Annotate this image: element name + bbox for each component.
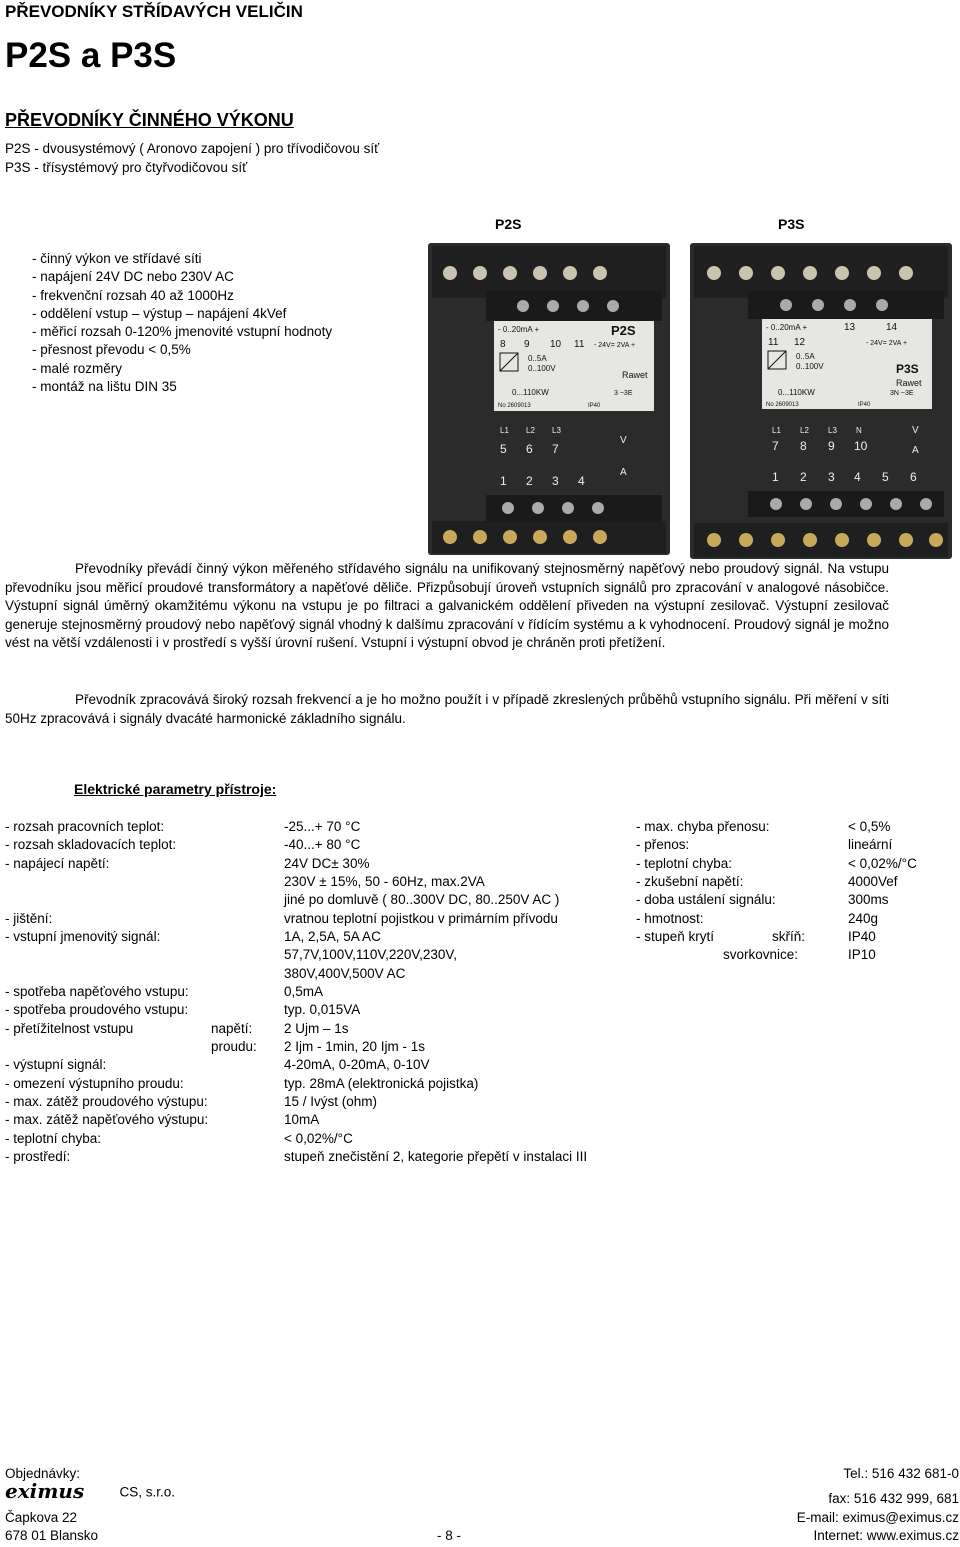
param-label: - vstupní jmenovitý signál: — [5, 929, 161, 944]
p2s-term: 10 — [550, 339, 562, 350]
description-paragraph: Převodníky převádí činný výkon měřeného střídavého signálu na unifikovaný stejnosměrný napěťový nebo proudový signál. Na vstupu převodníku jsou měřicí proudové transformátory a napěťové děliče. Přizpůsobují úroveň vstupních signálů pro zpracování v analogové násobičce. Výstupní signál úměrný okamžitému výkonu na vstupu je po filtraci a galvanickém oddělení přiveden na výstupní zesilovač. Výstupní zesilovač generuje stejnosměrný proudový nebo napěťový signál vhodný k dalšímu zpracování v řídícím systému a k vyhodnocení. Proudový signál je možno vést na větší vzdálenosti i v prostředí s vyšší úrovní rušení. Vstupní i výstupní obvod je chráněn proti přetížení. — [5, 561, 889, 650]
param-label: - rozsah skladovacích teplot: — [5, 837, 177, 852]
param-label: - spotřeba napěťového vstupu: — [5, 984, 189, 999]
intro-line: P3S - třísystémový pro čtyřvodičovou síť — [5, 160, 248, 175]
param-row — [0, 929, 960, 947]
p3s-supply: - 24V= 2VA + — [866, 340, 908, 347]
svg-text:eximus: eximus — [5, 1482, 85, 1502]
contact-email[interactable]: E-mail: eximus@eximus.cz — [796, 1510, 959, 1525]
p3s-term: 8 — [800, 439, 807, 453]
param-row — [0, 856, 960, 874]
p2s-device-image — [428, 243, 670, 555]
param-value: typ. 28mA (elektronická pojistka) — [284, 1076, 479, 1091]
feature-item: - malé rozměry — [32, 360, 123, 376]
param-value: typ. 0,015VA — [284, 1002, 361, 1017]
param-row — [0, 837, 960, 855]
p3s-term: 6 — [910, 470, 917, 484]
param-label: - teplotní chyba: — [636, 856, 733, 871]
p3s-range-in: - 0..20mA + — [766, 323, 808, 332]
p3s-label: P3S — [778, 216, 805, 232]
contact-web[interactable]: Internet: www.eximus.cz — [813, 1528, 959, 1543]
param-value: 57,7V,100V,110V,220V,230V, — [284, 947, 457, 962]
param-row — [0, 947, 960, 965]
p3s-term: 14 — [886, 322, 898, 333]
p2s-range-in: - 0..20mA + — [498, 325, 540, 334]
p3s-model-text: P3S — [896, 362, 919, 376]
param-value: lineární — [848, 837, 893, 852]
param-value: -40...+ 80 °C — [284, 837, 361, 852]
param-sublabel: svorkovnice: — [723, 947, 799, 962]
param-sublabel: skříň: — [772, 929, 806, 944]
param-value: 230V ± 15%, 50 - 60Hz, max.2VA — [284, 874, 485, 889]
p2s-term: 3 — [552, 474, 559, 488]
param-value: < 0,02%/°C — [848, 856, 917, 871]
param-row — [0, 1131, 960, 1149]
intro-line: P2S - dvousystémový ( Aronovo zapojení ) pro třívodičovou síť — [5, 141, 380, 156]
page-title: P2S a P3S — [5, 36, 177, 75]
param-row — [0, 1094, 960, 1112]
p3s-serial: No 2609013 — [766, 402, 799, 408]
p3s-term: 13 — [844, 322, 856, 333]
p2s-term: 11 — [574, 339, 585, 350]
p3s-term: 12 — [794, 337, 806, 348]
feature-item: - frekvenční rozsah 40 až 1000Hz — [32, 287, 234, 303]
param-label: - stupeň krytí — [636, 929, 715, 944]
description-paragraph: Převodník zpracovává široký rozsah frekvencí a je ho možno použít i v případě zkreslených průběhů vstupního signálu. Při měření v síti 50Hz zpracovává i signály dvacáté harmonické základního signálu. — [5, 692, 889, 726]
param-value: 4-20mA, 0-20mA, 0-10V — [284, 1057, 430, 1072]
p3s-device-image — [690, 243, 952, 559]
param-label: - spotřeba proudového vstupu: — [5, 1002, 189, 1017]
company-line — [5, 1482, 175, 1502]
param-label: - napájecí napětí: — [5, 856, 110, 871]
p3s-rating: IP40 — [858, 402, 871, 408]
p2s-model-text: P2S — [611, 323, 636, 338]
param-value: -25...+ 70 °C — [284, 819, 361, 834]
p2s-term: 9 — [524, 339, 530, 350]
param-value: vratnou teplotní pojistkou v primárním přívodu — [284, 911, 558, 926]
param-label: - prostředí: — [5, 1149, 71, 1164]
p3s-system: 3N ~3E — [890, 390, 914, 397]
p3s-term: 5 — [882, 470, 889, 484]
page-number: - 8 - — [437, 1528, 462, 1543]
feature-item: - napájení 24V DC nebo 230V AC — [32, 269, 234, 285]
p2s-phase: L2 — [526, 426, 535, 435]
p3s-range-a: 0..5A — [796, 352, 815, 361]
p3s-phase: N — [856, 426, 862, 435]
p2s-range-v: 0..100V — [528, 364, 556, 373]
param-value: 240g — [848, 911, 879, 926]
param-value: < 0,5% — [848, 819, 891, 834]
param-row — [0, 1057, 960, 1075]
param-sublabel: napětí: — [211, 1021, 253, 1036]
p3s-term: 4 — [854, 470, 861, 484]
param-value: IP40 — [848, 929, 876, 944]
param-value: 1A, 2,5A, 5A AC — [284, 929, 381, 944]
feature-item: - montáž na lištu DIN 35 — [32, 379, 177, 395]
param-label: - přetížitelnost vstupu — [5, 1021, 134, 1036]
p2s-phase: L1 — [500, 426, 509, 435]
param-row — [0, 1039, 960, 1057]
p2s-brand: Rawet — [622, 370, 648, 380]
param-label: - zkušební napětí: — [636, 874, 744, 889]
param-row — [0, 1149, 960, 1167]
p3s-term: 11 — [768, 337, 779, 348]
param-value: 300ms — [848, 892, 889, 907]
p3s-term: 2 — [800, 470, 807, 484]
param-row — [0, 1112, 960, 1130]
p2s-power: 0...110KW — [512, 388, 549, 397]
param-label: - výstupní signál: — [5, 1057, 107, 1072]
param-label: - doba ustálení signálu: — [636, 892, 776, 907]
contact-tel: Tel.: 516 432 681-0 — [843, 1466, 959, 1481]
company-suffix: CS, s.r.o. — [119, 1484, 175, 1500]
p3s-range-v: 0..100V — [796, 362, 824, 371]
param-value: 2 Ijm - 1min, 20 Ijm - 1s — [284, 1039, 426, 1054]
p2s-term: 5 — [500, 442, 507, 456]
p3s-term: 7 — [772, 439, 779, 453]
category-heading: PŘEVODNÍKY STŘÍDAVÝCH VELIČIN — [5, 2, 303, 21]
p3s-phase: L2 — [800, 426, 809, 435]
p2s-term: 2 — [526, 474, 533, 488]
p3s-term: 9 — [828, 439, 835, 453]
param-row — [0, 966, 960, 984]
contact-fax: fax: 516 432 999, 681 — [828, 1491, 959, 1506]
p3s-brand: Rawet — [896, 378, 922, 388]
p2s-phase: L3 — [552, 426, 561, 435]
param-value: < 0,02%/°C — [284, 1131, 353, 1146]
feature-item: - činný výkon ve střídavé síti — [32, 251, 202, 266]
param-value: 4000Vef — [848, 874, 898, 889]
feature-item: - oddělení vstup – výstup – napájení 4kVef — [32, 305, 287, 321]
param-value: 10mA — [284, 1112, 320, 1127]
param-label: - max. zátěž napěťového výstupu: — [5, 1112, 209, 1127]
param-row — [0, 1002, 960, 1020]
param-row — [0, 984, 960, 1002]
company-city: 678 01 Blansko — [5, 1528, 99, 1543]
param-row — [0, 892, 960, 910]
param-value: 2 Ujm – 1s — [284, 1021, 349, 1036]
param-row — [0, 1076, 960, 1094]
p3s-phase: L1 — [772, 426, 781, 435]
p3s-a-label: A — [912, 445, 919, 456]
orders-label: Objednávky: — [5, 1466, 81, 1481]
p3s-power: 0...110KW — [778, 388, 815, 397]
param-label: - omezení výstupního proudu: — [5, 1076, 184, 1091]
param-sublabel: proudu: — [211, 1039, 257, 1054]
p2s-term: 1 — [500, 474, 507, 488]
p2s-a-label: A — [620, 467, 627, 478]
param-label: - jištění: — [5, 911, 53, 926]
param-label: - hmotnost: — [636, 911, 704, 926]
feature-item: - přesnost převodu < 0,5% — [32, 342, 191, 358]
p2s-term: 7 — [552, 442, 559, 456]
param-label: - rozsah pracovních teplot: — [5, 819, 165, 834]
p3s-term: 10 — [854, 439, 868, 453]
param-label: - přenos: — [636, 837, 690, 852]
p2s-serial: No 2609013 — [498, 403, 531, 409]
p2s-supply: - 24V= 2VA + — [594, 342, 636, 349]
p2s-range-a: 0..5A — [528, 354, 547, 363]
p2s-term: 4 — [578, 474, 585, 488]
p2s-v-label: V — [620, 435, 627, 446]
p3s-term: 1 — [772, 470, 779, 484]
param-value: 15 / Ivýst (ohm) — [284, 1094, 378, 1109]
p2s-term: 8 — [500, 339, 506, 350]
p2s-system: 3 ~3E — [614, 390, 633, 397]
param-value: jiné po domluvě ( 80..300V DC, 80..250V AC ) — [284, 892, 560, 907]
param-value: 380V,400V,500V AC — [284, 966, 406, 981]
feature-list — [32, 250, 332, 396]
page-subtitle: PŘEVODNÍKY ČINNÉHO VÝKONU — [5, 110, 294, 130]
param-row — [0, 911, 960, 929]
param-row — [0, 819, 960, 837]
param-label: - max. zátěž proudového výstupu: — [5, 1094, 208, 1109]
p3s-term: 3 — [828, 470, 835, 484]
eximus-logo — [5, 1482, 115, 1502]
company-street: Čapkova 22 — [5, 1510, 78, 1525]
param-value: 0,5mA — [284, 984, 324, 999]
elec-params-heading: Elektrické parametry přístroje: — [74, 781, 277, 797]
p3s-v-label: V — [912, 425, 919, 436]
param-row — [0, 874, 960, 892]
param-row — [0, 1021, 960, 1039]
param-label: - teplotní chyba: — [5, 1131, 102, 1146]
feature-item: - měřicí rozsah 0-120% jmenovité vstupní hodnoty — [32, 324, 333, 340]
p2s-rating: IP40 — [588, 403, 601, 409]
param-value: stupeň znečistění 2, kategorie přepětí v instalaci III — [284, 1149, 588, 1164]
p3s-phase: L3 — [828, 426, 837, 435]
param-label: - max. chyba přenosu: — [636, 819, 770, 834]
p2s-term: 6 — [526, 442, 533, 456]
p2s-label: P2S — [495, 216, 522, 232]
param-value: 24V DC± 30% — [284, 856, 370, 871]
param-value: IP10 — [848, 947, 876, 962]
